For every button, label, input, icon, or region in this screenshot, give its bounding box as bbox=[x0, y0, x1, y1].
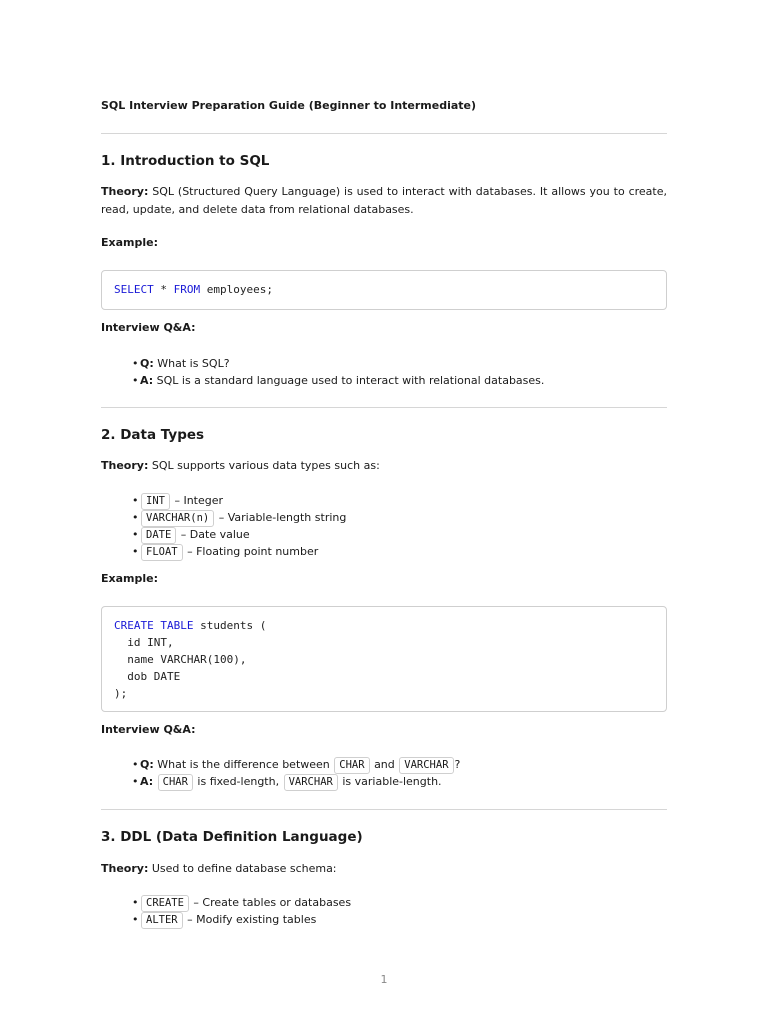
list-item: • ALTER – Modify existing tables bbox=[132, 911, 351, 928]
code-line: SELECT * FROM employees; bbox=[114, 283, 273, 296]
divider bbox=[101, 407, 667, 408]
list-item: • Q: What is SQL? bbox=[132, 357, 230, 370]
qa-label: Interview Q&A: bbox=[101, 321, 196, 334]
list-item: • A: SQL is a standard language used to interact with relational databases. bbox=[132, 374, 545, 387]
document-title: SQL Interview Preparation Guide (Beginner to Intermediate) bbox=[101, 99, 477, 112]
section-2-heading: 2. Data Types bbox=[101, 427, 205, 443]
qa-list-2 bbox=[132, 756, 460, 790]
page-number: 1 bbox=[380, 973, 388, 986]
example-label: Example: bbox=[101, 572, 158, 585]
inline-code: DATE bbox=[141, 527, 176, 544]
code-line: CREATE TABLE students ( bbox=[114, 619, 267, 632]
divider bbox=[101, 133, 667, 134]
list-item: • DATE – Date value bbox=[132, 526, 346, 543]
divider bbox=[101, 809, 667, 810]
inline-code: INT bbox=[141, 493, 170, 510]
inline-code: CHAR bbox=[158, 774, 193, 791]
data-types-list bbox=[132, 492, 346, 560]
theory-text: SQL (Structured Query Language) is used to interact with databases. It allows you to create, read, update, and delete data from relational databases. bbox=[101, 185, 667, 216]
inline-code: VARCHAR bbox=[399, 757, 453, 774]
inline-code: ALTER bbox=[141, 912, 183, 929]
section-1-theory bbox=[101, 183, 667, 219]
theory-label: Theory: bbox=[101, 185, 149, 198]
section-2-theory: Theory: SQL supports various data types such as: bbox=[101, 459, 380, 472]
inline-code: VARCHAR bbox=[284, 774, 338, 791]
example-label: Example: bbox=[101, 236, 158, 249]
inline-code: FLOAT bbox=[141, 544, 183, 561]
list-item: • A: CHAR is fixed-length, VARCHAR is variable-length. bbox=[132, 773, 460, 790]
code-block-1 bbox=[101, 270, 667, 310]
section-3-theory: Theory: Used to define database schema: bbox=[101, 862, 337, 875]
qa-list-1 bbox=[132, 355, 544, 389]
list-item: • CREATE – Create tables or databases bbox=[132, 894, 351, 911]
inline-code: VARCHAR(n) bbox=[141, 510, 214, 527]
section-1-heading: 1. Introduction to SQL bbox=[101, 153, 270, 169]
section-3-heading: 3. DDL (Data Definition Language) bbox=[101, 829, 363, 845]
list-item: • VARCHAR(n) – Variable-length string bbox=[132, 509, 346, 526]
ddl-list bbox=[132, 894, 351, 928]
inline-code: CHAR bbox=[334, 757, 369, 774]
list-item: • INT – Integer bbox=[132, 492, 346, 509]
code-block-2 bbox=[101, 606, 667, 712]
list-item: • Q: What is the difference between CHAR and VARCHAR ? bbox=[132, 756, 460, 773]
code-line: name VARCHAR(100), bbox=[114, 653, 247, 666]
code-line: dob DATE bbox=[114, 670, 181, 683]
list-item: • FLOAT – Floating point number bbox=[132, 543, 346, 560]
qa-label: Interview Q&A: bbox=[101, 723, 196, 736]
code-line: id INT, bbox=[114, 636, 174, 649]
inline-code: CREATE bbox=[141, 895, 189, 912]
code-line: ); bbox=[114, 687, 128, 700]
